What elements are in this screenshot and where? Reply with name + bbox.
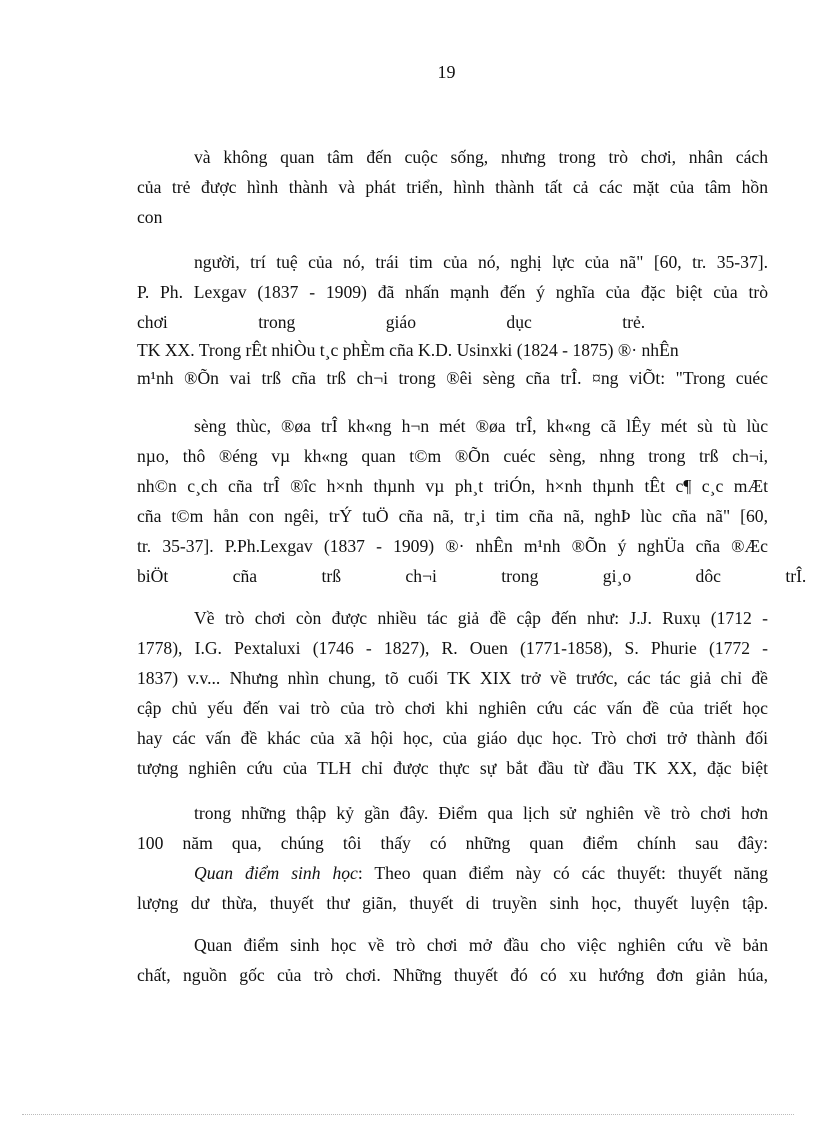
text-line: cập chủ yếu đến vai trò của trò chơi khi nghiên cứu các vấn đề của triết học [137, 698, 768, 718]
text-line: 100 năm qua, chúng tôi thấy có những quan điểm chính sau đây: [137, 833, 768, 853]
text-line: 1837) v.v... Nhưng nhìn chung, tõ cuối TK XIX trở về trước, các tác giả chỉ đề [137, 668, 768, 688]
text-line: lượng dư thừa, thuyết thư giãn, thuyết di truyền sinh học, thuyết luyện tập. [137, 893, 768, 913]
text-line: trong những thập kỷ gần đây. Điểm qua lịch sử nghiên về trò chơi hơn [194, 803, 768, 823]
text-line: P. Ph. Lexgav (1837 - 1909) đã nhấn mạnh đến ý nghĩa của đặc biệt của trò [137, 282, 768, 302]
text-line: và không quan tâm đến cuộc sống, nhưng trong trò chơi, nhân cách [194, 147, 768, 167]
text-line: tr. 35-37]. P.Ph.Lexgav (1837 - 1909) ®· nhÊn m¹nh ®Õn ý nghÜa cña ®Æc [137, 536, 768, 556]
text-line: người, trí tuệ của nó, trái tim của nó, nghị lực của nã" [60, tr. 35-37]. [194, 252, 768, 272]
text-line: m¹nh ®Õn vai trß cña trß ch¬i trong ®êi sèng cña trÎ. ¤ng viÕt: "Trong cuéc [137, 368, 768, 388]
italic-heading: Quan điểm sinh học [194, 863, 358, 883]
text-line [137, 858, 768, 888]
page-number: 19 [437, 62, 456, 82]
text-line: Quan điểm sinh học về trò chơi mở đầu cho việc nghiên cứu về bản [194, 935, 768, 955]
text-line: nµo, thô ®éng vµ kh«ng quan t©m ®Õn cuéc sèng, nhng trong trß ch¬i, [137, 446, 768, 466]
page-bottom-rule [22, 1114, 794, 1115]
text-line: Về trò chơi còn được nhiều tác giả đề cập đến như: J.J. Ruxụ (1712 - [194, 608, 768, 628]
text-line: chất, nguồn gốc của trò chơi. Những thuyết đó có xu hướng đơn giản húa, [137, 965, 768, 985]
document-body [137, 142, 807, 990]
text-line: 1778), I.G. Pextaluxi (1746 - 1827), R. Ouen (1771-1858), S. Phurie (1772 - [137, 638, 768, 658]
text-line: chơi trong giáo dục trẻ. [137, 312, 646, 332]
text-span: : Theo quan điểm này có các thuyết: thuyết năng [357, 863, 768, 883]
text-line: nh©n c¸ch cña trÎ ®îc h×nh thµnh vµ ph¸t triÓn, h×nh thµnh tÊt c¶ c¸c mÆt [137, 476, 768, 496]
text-line: của trẻ được hình thành và phát triển, hình thành tất cả các mặt của tâm hồn [137, 177, 768, 197]
text-line: hay các vấn đề khác của xã hội học, của giáo dục học. Trò chơi trở thành đối [137, 728, 768, 748]
text-line: TK XX. Trong rÊt nhiÒu t¸c phÈm cña K.D. Usinxki (1824 - 1875) ®· nhÊn [137, 340, 679, 360]
text-line: con [137, 207, 163, 227]
text-line: sèng thùc, ®øa trÎ kh«ng h¬n mét ®øa trÎ, kh«ng cã lÊy mét sù tù lùc [194, 416, 768, 436]
text-line: cña t©m hån con ngêi, trÝ tuÖ cña nã, tr¸i tim cña nã, nghÞ lùc cña nã" [60, [137, 506, 768, 526]
text-line: tượng nghiên cứu của TLH chỉ được thực sự bắt đầu từ đầu TK XX, đặc biệt [137, 758, 768, 778]
text-line: biÖt cña trß ch¬i trong gi¸o dôc trÎ. [137, 566, 807, 586]
